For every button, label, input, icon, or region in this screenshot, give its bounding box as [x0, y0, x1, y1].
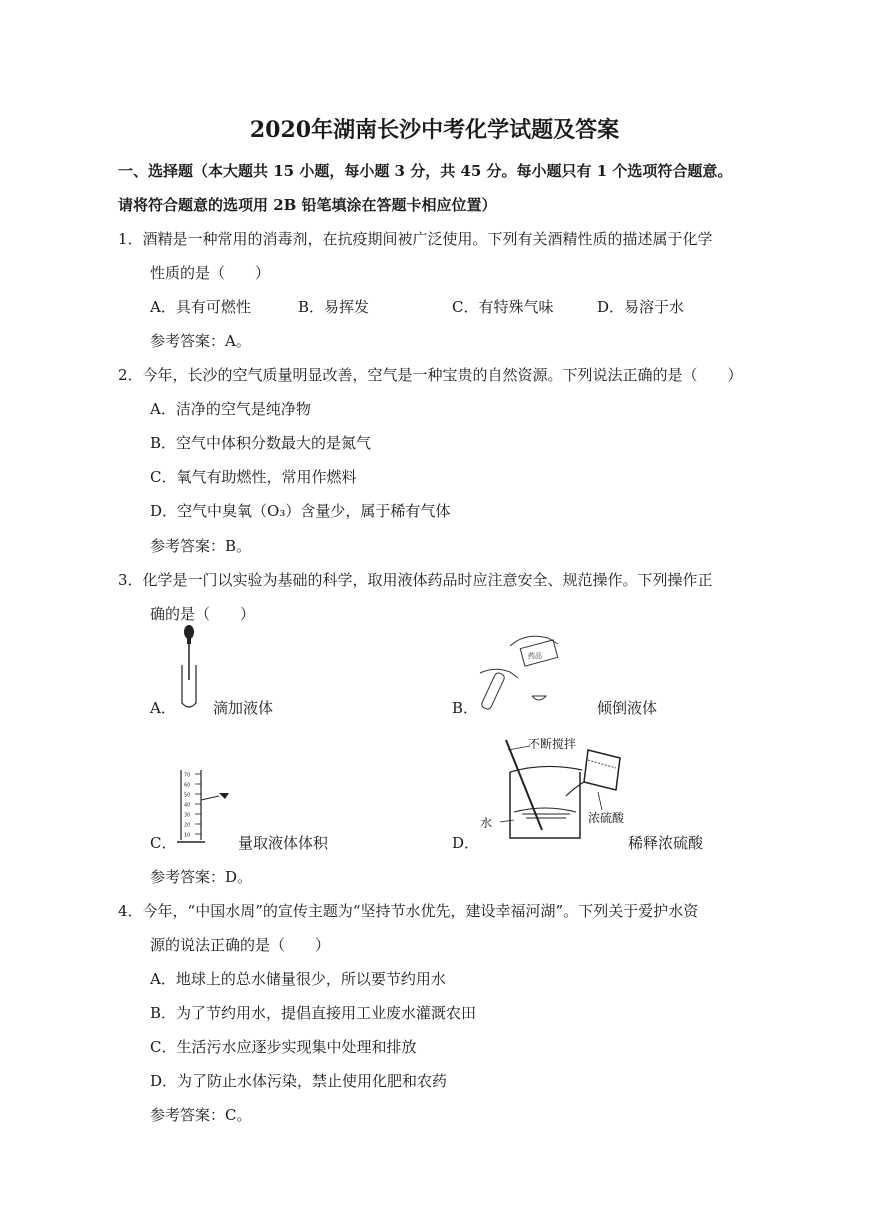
page-title: 2020年湖南长沙中考化学试题及答案 — [249, 117, 620, 143]
question-4-option-d: D．为了防止水体污染，禁止使用化肥和农药 — [150, 1072, 448, 1090]
cylinder-tick-label: 70 — [184, 772, 191, 779]
stir-label: 不断搅拌 — [528, 737, 577, 751]
question-1-stem-cont: 性质的是（ ） — [150, 264, 271, 282]
question-2-option-b: B．空气中体积分数最大的是氮气 — [150, 434, 372, 452]
question-1-option-d: D．易溶于水 — [597, 298, 685, 316]
question-3-answer: 参考答案：D。 — [150, 868, 253, 886]
question-4-option-c: C．生活污水应逐步实现集中处理和排放 — [150, 1038, 417, 1056]
section-instruction-line2: 请将符合题意的选项用 2B 铅笔填涂在答题卡相应位置） — [118, 196, 497, 214]
cylinder-tick-label: 50 — [184, 792, 191, 799]
question-2-stem: 2．今年，长沙的空气质量明显改善，空气是一种宝贵的自然资源。下列说法正确的是（ ） — [118, 366, 743, 384]
question-3-option-b-letter: B． — [452, 699, 479, 717]
question-1-stem: 1．酒精是一种常用的消毒剂，在抗疫期间被广泛使用。下列有关酒精性质的描述属于化学 — [118, 230, 713, 248]
graduated-cylinder-figure — [175, 768, 245, 846]
question-3-option-b-caption: 倾倒液体 — [597, 699, 658, 717]
question-3-option-c-caption: 量取液体体积 — [238, 834, 329, 852]
question-1-option-b: B．易挥发 — [298, 298, 370, 316]
question-4-stem-cont: 源的说法正确的是（ ） — [150, 936, 331, 954]
question-3-option-a-caption: 滴加液体 — [213, 699, 274, 717]
question-3-stem-cont: 确的是（ ） — [150, 605, 256, 623]
dilution-figure — [470, 730, 640, 845]
svg-text:药品: 药品 — [528, 652, 542, 660]
question-3-option-a-letter: A． — [150, 699, 176, 717]
question-2-answer: 参考答案：B。 — [150, 537, 252, 555]
cylinder-tick-label: 10 — [184, 832, 191, 839]
question-2-option-c: C．氧气有助燃性，常用作燃料 — [150, 468, 357, 486]
question-3-option-d-caption: 稀释浓硫酸 — [628, 834, 704, 852]
acid-label: 浓硫酸 — [588, 811, 625, 825]
cylinder-tick-label: 20 — [184, 822, 191, 829]
cylinder-tick-label: 40 — [184, 802, 191, 809]
question-4-stem: 4．今年，“中国水周”的宣传主题为“坚持节水优先，建设幸福河湖”。下列关于爱护水资 — [118, 902, 699, 920]
question-4-answer: 参考答案：C。 — [150, 1106, 252, 1124]
question-3-stem: 3．化学是一门以实验为基础的科学，取用液体药品时应注意安全、规范操作。下列操作正 — [118, 571, 713, 589]
cylinder-tick-label: 60 — [184, 782, 191, 789]
question-1-answer: 参考答案：A。 — [150, 332, 251, 350]
dropper-figure — [175, 625, 205, 715]
question-1-option-c: C．有特殊气味 — [452, 298, 554, 316]
cylinder-tick-label: 30 — [184, 812, 191, 819]
question-2-option-a: A．洁净的空气是纯净物 — [150, 400, 311, 418]
question-4-option-a: A．地球上的总水储量很少，所以要节约用水 — [150, 970, 446, 988]
section-instruction-line1: 一、选择题（本大题共 15 小题，每小题 3 分，共 45 分。每小题只有 1 个选项符合题意。 — [118, 162, 733, 180]
question-3-option-c-letter: C． — [150, 834, 177, 852]
question-1-option-a: A．具有可燃性 — [150, 298, 251, 316]
question-2-option-d: D．空气中臭氧（O₃）含量少，属于稀有气体 — [150, 502, 451, 520]
question-3-option-d-letter: D． — [452, 834, 480, 852]
question-4-option-b: B．为了节约用水，提倡直接用工业废水灌溉农田 — [150, 1004, 477, 1022]
water-label: 水 — [480, 816, 493, 830]
pouring-figure — [470, 628, 570, 718]
